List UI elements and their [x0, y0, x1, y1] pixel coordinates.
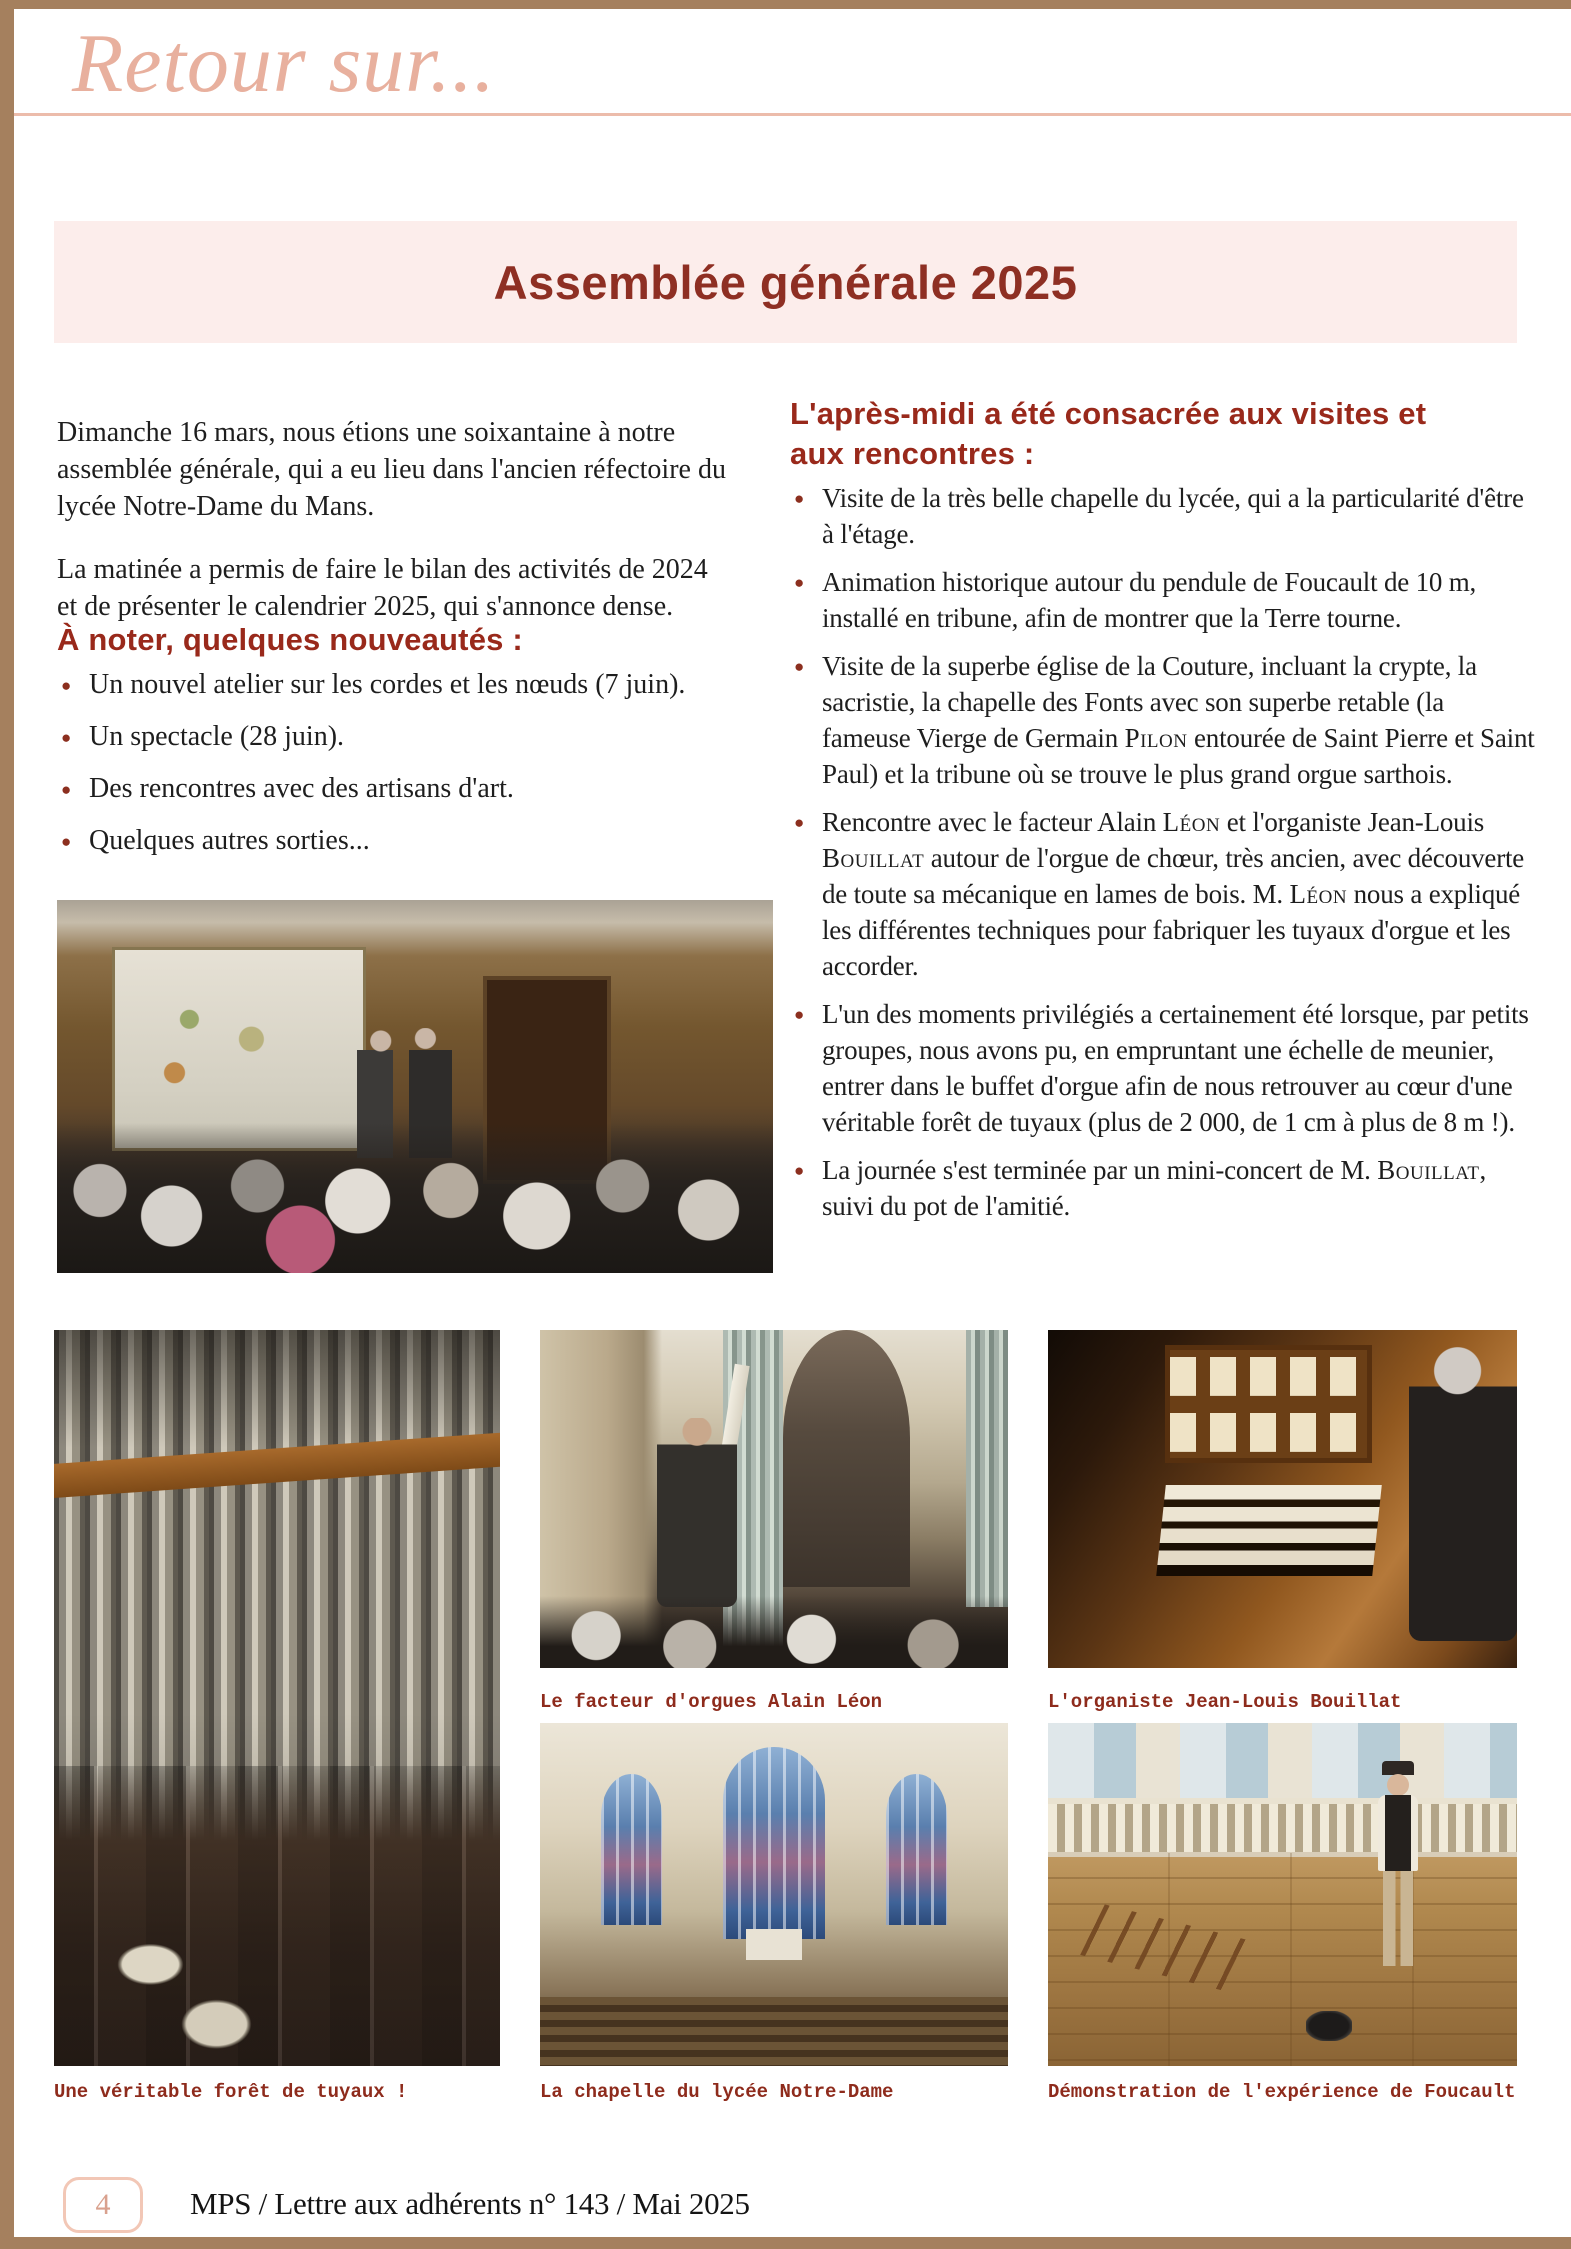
- novelties-list: [57, 666, 757, 874]
- organ-keyboards: [1156, 1485, 1381, 1576]
- photo-caption: Le facteur d'orgues Alain Léon: [540, 1691, 883, 1713]
- list-item: ● Un spectacle (28 juin).: [57, 718, 757, 755]
- list-item: ● Des rencontres avec des artisans d'art.: [57, 770, 757, 807]
- left-border-bar: [0, 9, 14, 2240]
- visitors-heads: [540, 1596, 1008, 1668]
- title-banner: [54, 221, 1517, 343]
- organ-pipes-photo: [54, 1330, 500, 2066]
- list-item: ● L'un des moments privilégiés a certainement été lorsque, par petits groupes, nous avons pu, en empruntant une échelle de meunier, entrer dans le buffet d'orgue afin de nous retrouver au cœur d'une véritable forêt de tuyaux (plus de 2 000, de 1 cm à plus de 8 m !).: [790, 996, 1538, 1140]
- list-item: ● Animation historique autour du pendule de Foucault de 10 m, installé en tribune, afin de montrer que la Terre tourne.: [790, 564, 1538, 636]
- novelties-heading: À noter, quelques nouveautés :: [57, 622, 523, 657]
- altar: [746, 1929, 802, 1960]
- afternoon-heading: L'après-midi a été consacrée aux visites et aux rencontres :: [790, 396, 1427, 471]
- hat: [1382, 1761, 1414, 1775]
- top-border-bar: [0, 0, 1571, 9]
- stained-glass-window: [723, 1747, 826, 1939]
- afternoon-list: [790, 480, 1538, 1236]
- stained-glass-window: [886, 1774, 947, 1925]
- foucault-demo-photo: [1048, 1723, 1517, 2066]
- page-number-badge: [63, 2177, 143, 2233]
- list-item: ● Visite de la très belle chapelle du lycée, qui a la particularité d'être à l'étage.: [790, 480, 1538, 552]
- organist-photo: [1048, 1330, 1517, 1668]
- header-rule: [14, 113, 1571, 116]
- chapel-photo: [540, 1723, 1008, 2066]
- projection-screen: [115, 950, 363, 1148]
- bottom-border-bar: [0, 2237, 1571, 2249]
- list-item: ● Visite de la superbe église de la Couture, incluant la crypte, la sacristie, la chapelle des Fonts avec son superbe retable (la fameuse Vierge de Germain Pilon entourée de Saint Pierre et Saint Paul) et la tribune où se trouve le plus grand orgue sarthois.: [790, 648, 1538, 792]
- photo-caption: Une véritable forêt de tuyaux !: [54, 2081, 408, 2103]
- head: [1387, 1774, 1409, 1796]
- audience-heads: [57, 1123, 773, 1273]
- page-number: 4: [95, 2188, 111, 2221]
- vest: [1378, 1795, 1418, 1871]
- photo-caption: L'organiste Jean-Louis Bouillat: [1048, 1691, 1402, 1713]
- legs: [1383, 1871, 1413, 1966]
- list-item: ● Un nouvel atelier sur les cordes et les nœuds (7 juin).: [57, 666, 757, 703]
- photo-caption: Démonstration de l'expérience de Foucault: [1048, 2081, 1516, 2103]
- intro-paragraph: Dimanche 16 mars, nous étions une soixantaine à notre assemblée générale, qui a eu lieu dans l'ancien réfectoire du lycée Notre-Dame du Mans.: [57, 417, 726, 522]
- church-arch: [783, 1330, 909, 1587]
- balustrade: [1048, 1798, 1517, 1857]
- gallery-windows: [1048, 1723, 1517, 1798]
- list-item: ● Quelques autres sorties...: [57, 822, 757, 859]
- pendulum-bob: [1306, 2011, 1352, 2041]
- wood-beam: [54, 1431, 500, 1498]
- assembly-room-photo: [57, 900, 773, 1273]
- footer-text: MPS / Lettre aux adhérents n° 143 / Mai 2025: [190, 2186, 750, 2221]
- list-item: ● La journée s'est terminée par un mini-concert de M. Bouillat, suivi du pot de l'amitié.: [790, 1152, 1538, 1224]
- list-item: ● Rencontre avec le facteur Alain Léon et l'organiste Jean-Louis Bouillat autour de l'orgue de chœur, très ancien, avec découverte de toute sa mécanique en lames de bois. M. Léon nous a expliqué les différentes techniques pour fabriquer les tuyaux d'orgue et les accorder.: [790, 804, 1538, 984]
- organ-builder-figure: [657, 1418, 737, 1607]
- section-label: Retour sur...: [72, 17, 496, 110]
- stained-glass-window: [601, 1774, 662, 1925]
- pipe-tops: [80, 1928, 300, 2058]
- organ-stop-panel: [1170, 1350, 1367, 1458]
- observer-figure: [1409, 1344, 1517, 1641]
- demonstrator-figure: [1368, 1761, 1428, 1966]
- organ-builder-photo: [540, 1330, 1008, 1668]
- chapel-pews: [540, 1997, 1008, 2066]
- page-title: Assemblée générale 2025: [493, 255, 1078, 309]
- morning-paragraph: La matinée a permis de faire le bilan des activités de 2024 et de présenter le calendrier 2025, qui s'annonce dense.: [57, 554, 708, 622]
- photo-caption: La chapelle du lycée Notre-Dame: [540, 2081, 894, 2103]
- background-pipes-right: [966, 1330, 1008, 1607]
